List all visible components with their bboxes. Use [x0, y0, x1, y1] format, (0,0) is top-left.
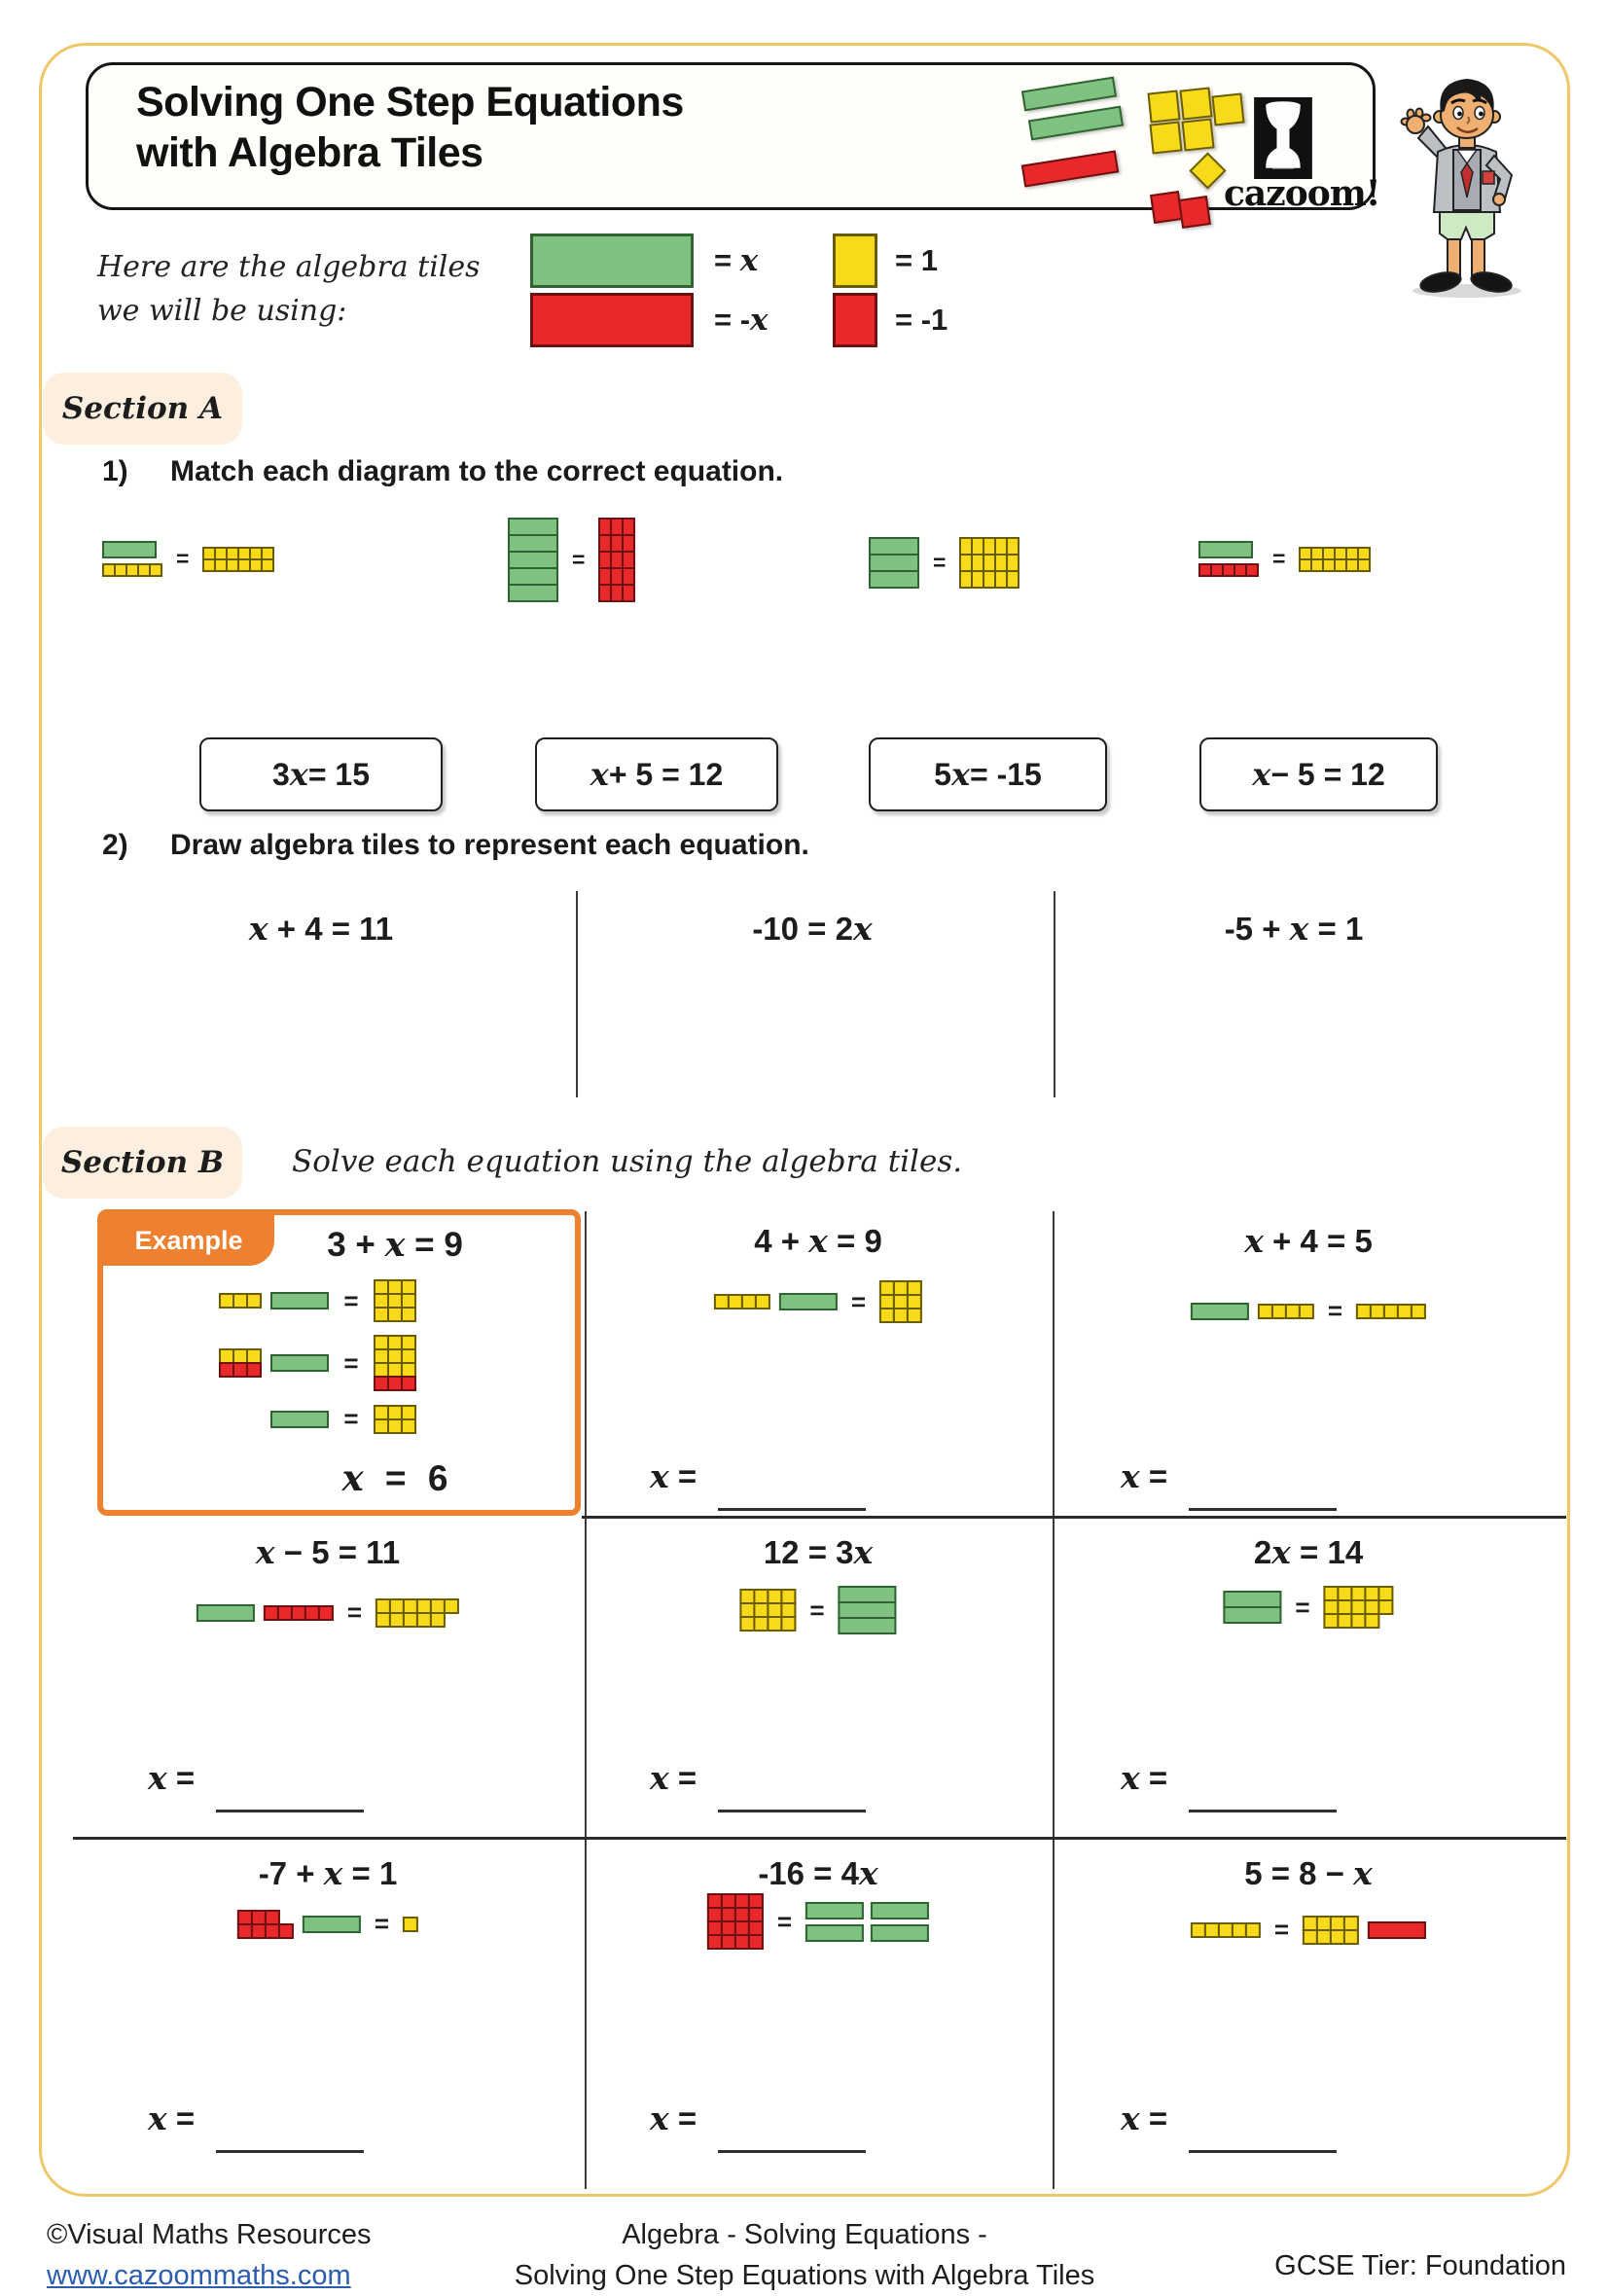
- example-step-3: [126, 1404, 554, 1434]
- q1-text: Match each diagram to the correct equation.: [170, 455, 784, 487]
- red-unit-grid: [707, 1893, 764, 1950]
- tiles-left-side: [739, 1589, 796, 1632]
- equals-sign: =: [343, 1404, 359, 1433]
- yellow-unit-tile: [401, 1418, 416, 1434]
- unit-grid: [1324, 1586, 1394, 1629]
- yellow-unit-grid: [1299, 547, 1371, 572]
- green-bar-tile: [805, 1902, 864, 1919]
- answer-prefix: x =: [148, 1759, 196, 1797]
- yellow-unit-tile: [430, 1612, 446, 1628]
- footer-center: [515, 2214, 1094, 2296]
- math-x: x: [289, 756, 308, 793]
- example-steps: [126, 1279, 554, 1434]
- legend-yellow-square: [833, 233, 877, 288]
- answer-row-3: [650, 2099, 866, 2137]
- tiles-left-side: [1223, 1591, 1281, 1624]
- grid-row: [1324, 1613, 1394, 1629]
- equals-sign: =: [1327, 1296, 1343, 1325]
- cazoom-logo-text: cazoom!: [1224, 173, 1380, 214]
- yellow-unit-grid: [739, 1589, 796, 1632]
- green-bar-tile: [1223, 1606, 1281, 1624]
- yellow-unit-tile: [1365, 1613, 1380, 1629]
- cell-equation-6: -7 + x = 1: [258, 1854, 398, 1892]
- match-diagram-1: [102, 541, 274, 577]
- draw-equation-3: -5 + x = 1: [1224, 910, 1364, 948]
- example-answer: x = 6: [341, 1456, 448, 1499]
- q2-text: Draw algebra tiles to represent each equation.: [170, 829, 809, 861]
- equals-sign: =: [572, 547, 586, 572]
- math-x: x: [1121, 2099, 1140, 2137]
- unit-grid: [375, 1598, 459, 1628]
- math-x: x: [323, 1854, 343, 1892]
- answer-prefix: x =: [650, 2099, 697, 2137]
- section-b-badge: Section B: [43, 1127, 242, 1199]
- intro-line2: we will be using:: [97, 294, 347, 328]
- footer-center-line1: Algebra - Solving Equations -: [622, 2219, 987, 2250]
- tiles-left-side: [508, 518, 558, 602]
- tiles-left-side: [1198, 541, 1259, 577]
- legend-red-bar-label: = -x: [714, 303, 769, 338]
- legend-green-bar: [530, 233, 694, 288]
- grid-row: [374, 1376, 416, 1391]
- green-bar-tile: [102, 541, 157, 558]
- math-x: x: [248, 910, 268, 948]
- answer-row-2: [1121, 1759, 1337, 1797]
- red-bar-tile: [1368, 1921, 1426, 1939]
- tiles-right-side: [202, 547, 274, 572]
- tiles-right-side: [1324, 1586, 1394, 1629]
- decor-red-square-2: [1178, 196, 1211, 229]
- cell-equation-8: 5 = 8 − x: [1244, 1854, 1373, 1892]
- yellow-unit-row: [1191, 1922, 1261, 1938]
- cell-tiles-5: [1223, 1586, 1393, 1629]
- q2-number: 2): [102, 829, 128, 861]
- math-x: x: [1252, 756, 1271, 793]
- math-x: x: [148, 1759, 167, 1797]
- cell-equation-7: -16 = 4x: [758, 1854, 878, 1892]
- yellow-unit-tile: [907, 1308, 922, 1323]
- yellow-unit-row: [219, 1293, 262, 1309]
- cell-tiles-4: [739, 1586, 896, 1634]
- decor-yellow-square-5: [1181, 118, 1214, 151]
- answer-blank: [1189, 2150, 1337, 2153]
- green-bar-tile: [303, 1916, 361, 1933]
- tiles-right-side: [375, 1598, 459, 1628]
- equals-sign: =: [343, 1285, 359, 1315]
- answer-prefix: x =: [148, 2099, 196, 2137]
- yellow-unit-tile: [401, 1307, 416, 1322]
- draw-equation-1: x + 4 = 11: [248, 910, 394, 948]
- match-diagram-3: [869, 537, 1019, 589]
- grid-row: [1299, 558, 1371, 572]
- cell-tiles-8: [1191, 1915, 1426, 1945]
- tiles-right-side: [1299, 547, 1371, 572]
- page-title-line1: Solving One Step Equations: [136, 79, 684, 126]
- answer-prefix: x =: [1121, 1759, 1168, 1797]
- math-x: x: [1121, 1457, 1140, 1495]
- decor-yellow-square-2: [1179, 87, 1212, 120]
- math-x: x: [853, 1533, 874, 1571]
- footer-copyright: ©Visual Maths Resources: [47, 2219, 372, 2250]
- equals-sign: =: [1272, 546, 1286, 571]
- tiles-right-side: [598, 518, 635, 602]
- red-unit-tile: [246, 1362, 262, 1378]
- red-unit-tile: [278, 1923, 294, 1939]
- equation-card-2: x + 5 = 12: [535, 737, 778, 811]
- green-bar-stack: [869, 537, 919, 589]
- math-x: x: [590, 756, 609, 793]
- answer-blank: [216, 2150, 364, 2153]
- intro-line1: Here are the algebra tiles: [97, 250, 481, 284]
- q2-column-divider-1: [576, 891, 578, 1097]
- yellow-unit-tile: [261, 558, 274, 572]
- yellow-unit-tile: [246, 1293, 262, 1309]
- answer-blank: [1189, 1810, 1337, 1812]
- answer-prefix: x =: [650, 1457, 697, 1495]
- yellow-unit-tile: [780, 1616, 796, 1632]
- answer-row-1: [1121, 1457, 1337, 1495]
- answer-blank: [718, 1810, 866, 1812]
- math-x: x: [950, 756, 971, 793]
- page-title: [136, 78, 684, 178]
- math-x: x: [1289, 910, 1309, 948]
- grid-row: [237, 1923, 294, 1939]
- tiles-right-side: [959, 537, 1019, 589]
- grid-row: [879, 1308, 922, 1323]
- green-bar-tile: [871, 1924, 929, 1942]
- answer-blank: [1189, 1508, 1337, 1511]
- math-x: x: [650, 1457, 669, 1495]
- tiles-right-side: [805, 1902, 929, 1942]
- answer-prefix: x =: [1121, 2099, 1168, 2137]
- math-x: x: [739, 243, 759, 278]
- equals-sign: =: [933, 550, 947, 575]
- cell-tiles-1: [714, 1280, 922, 1323]
- tiles-left-side: [1191, 1303, 1314, 1320]
- yellow-unit-row: [1356, 1304, 1426, 1319]
- grid-row: [959, 570, 1019, 589]
- legend-red-square-label: = -1: [895, 303, 948, 337]
- math-x: x: [852, 910, 873, 948]
- cell-equation-3: x − 5 = 11: [255, 1533, 401, 1571]
- answer-row-3: [1121, 2099, 1337, 2137]
- page-title-line2: with Algebra Tiles: [136, 128, 483, 176]
- cell-tiles-2: [1191, 1296, 1426, 1326]
- grid-row: [1303, 1929, 1359, 1945]
- math-x: x: [384, 1225, 406, 1265]
- yellow-unit-row: [714, 1294, 770, 1309]
- answer-row-1: [650, 1457, 866, 1495]
- section-b-instruction: Solve each equation using the algebra tiles.: [292, 1144, 963, 1179]
- equation-card-3: 5 x = -15: [869, 737, 1107, 811]
- green-bar-tile: [270, 1354, 329, 1372]
- match-diagram-2: [508, 518, 635, 602]
- tiles-right-side: [374, 1335, 554, 1391]
- equals-sign: =: [374, 1909, 390, 1938]
- cell-tiles-6: [237, 1909, 418, 1939]
- red-unit-tile: [401, 1376, 416, 1391]
- red-unit-tile: [318, 1605, 334, 1621]
- tiles-left-side: [707, 1893, 764, 1950]
- green-bar-tile: [270, 1292, 329, 1309]
- green-bar-tile: [270, 1411, 329, 1428]
- tiles-left-side: [714, 1293, 838, 1310]
- math-x: x: [1271, 1533, 1291, 1571]
- legend-yellow-label: = 1: [895, 243, 938, 277]
- tiles-left-side: [197, 1604, 334, 1622]
- yellow-unit-grid: [879, 1280, 922, 1323]
- math-x: x: [750, 303, 769, 338]
- grid-row: [739, 1616, 796, 1632]
- yellow-unit-grid: [202, 547, 274, 572]
- example-box: [97, 1209, 581, 1516]
- grid-row: [598, 584, 635, 602]
- tiles-right-side: [839, 1586, 897, 1634]
- tiles-right-side: [374, 1405, 554, 1434]
- grid-row: [202, 558, 274, 572]
- green-bar-stack: [1223, 1591, 1281, 1624]
- cazoom-logo-icon: [1252, 97, 1314, 184]
- tiles-left-side: [1191, 1922, 1261, 1938]
- cell-equation-2: x + 4 = 5: [1244, 1222, 1373, 1260]
- green-bar-tile: [839, 1617, 897, 1634]
- tiles-right-side: [879, 1280, 922, 1323]
- math-x: x: [650, 1759, 669, 1797]
- math-x: x: [255, 1533, 275, 1571]
- legend-red-bar: [530, 293, 694, 347]
- green-bar-tile: [1191, 1303, 1249, 1320]
- decor-red-square-1: [1150, 191, 1183, 224]
- yellow-unit-tile: [1343, 1929, 1359, 1945]
- yellow-unit-tile: [755, 1294, 770, 1309]
- red-unit-grid: [598, 518, 635, 602]
- footer-website-link[interactable]: www.cazoommaths.com: [47, 2260, 351, 2292]
- match-diagram-4: [1198, 541, 1371, 577]
- equals-sign: =: [176, 546, 190, 571]
- tiles-left-side: [237, 1910, 361, 1939]
- example-equation: 3 + x = 9: [327, 1225, 463, 1265]
- equation-card-1: 3 x = 15: [199, 737, 443, 811]
- answer-prefix: x =: [650, 1759, 697, 1797]
- yellow-unit-tile: [1357, 558, 1371, 572]
- math-x: x: [1353, 1854, 1373, 1892]
- equals-sign: =: [346, 1597, 363, 1627]
- grid-column-divider-2: [1053, 1211, 1055, 2189]
- grid-row-divider-1: [582, 1516, 1566, 1519]
- equals-sign: =: [1273, 1915, 1290, 1944]
- boy-illustration: [1389, 66, 1543, 305]
- answer-blank: [718, 2150, 866, 2153]
- tiles-right-side: [374, 1279, 554, 1322]
- yellow-unit-tile: [1299, 1304, 1314, 1319]
- cell-equation-5: 2x = 14: [1253, 1533, 1364, 1571]
- answer-row-2: [148, 1759, 364, 1797]
- yellow-unit-row: [1258, 1304, 1314, 1319]
- yellow-unit-tile: [1245, 1922, 1261, 1938]
- example-step-2: [126, 1335, 554, 1391]
- draw-equation-2: -10 = 2x: [752, 910, 873, 948]
- equals-sign: =: [809, 1595, 825, 1625]
- green-bar-tile: [805, 1924, 864, 1942]
- footer-center-line2: Solving One Step Equations with Algebra Tiles: [514, 2260, 1095, 2292]
- green-bar-grid: [805, 1902, 929, 1942]
- cell-equation-4: 12 = 3x: [763, 1533, 874, 1571]
- yellow-unit-tile: [403, 1917, 418, 1932]
- grid-row: [374, 1307, 416, 1322]
- tiles-right-side: [1303, 1916, 1426, 1945]
- yellow-unit-tile: [149, 563, 162, 577]
- tiles-left-side: [126, 1348, 329, 1378]
- q2-column-divider-2: [1054, 891, 1055, 1097]
- equation-card-4: x − 5 = 12: [1199, 737, 1438, 811]
- grid-column-divider-1: [585, 1211, 587, 2189]
- unit-grid: [219, 1348, 262, 1378]
- math-x: x: [1121, 1759, 1140, 1797]
- unit-grid: [237, 1910, 294, 1939]
- grid-row: [219, 1362, 262, 1378]
- answer-row-2: [650, 1759, 866, 1797]
- red-unit-row: [264, 1605, 334, 1621]
- cell-tiles-3: [197, 1597, 459, 1628]
- yellow-unit-tile: [1006, 570, 1019, 589]
- footer-tier: GCSE Tier: Foundation: [1274, 2250, 1566, 2281]
- example-tab: Example: [103, 1215, 274, 1266]
- cell-tiles-7: [707, 1893, 929, 1950]
- green-bar-tile: [869, 570, 919, 589]
- decor-yellow-square-1: [1147, 90, 1180, 123]
- equals-sign: =: [776, 1906, 793, 1936]
- math-x: x: [650, 2099, 669, 2137]
- grid-row-divider-2: [73, 1837, 1566, 1840]
- green-bar-stack: [839, 1586, 897, 1634]
- yellow-unit-tile: [1411, 1304, 1426, 1319]
- red-unit-tile: [622, 584, 635, 602]
- unit-grid: [374, 1335, 416, 1391]
- cell-equation-1: 4 + x = 9: [754, 1222, 882, 1260]
- yellow-unit-row: [403, 1917, 418, 1932]
- equals-sign: =: [343, 1347, 359, 1378]
- example-step-1: [126, 1279, 554, 1322]
- yellow-unit-grid: [959, 537, 1019, 589]
- equals-sign: =: [850, 1286, 867, 1316]
- legend-red-square: [833, 293, 877, 347]
- green-bar-tile: [1198, 541, 1253, 558]
- red-unit-row: [1198, 563, 1259, 577]
- green-bar-tile: [508, 584, 558, 602]
- math-x: x: [341, 1456, 364, 1499]
- math-x: x: [808, 1222, 828, 1260]
- answer-blank: [718, 1508, 866, 1511]
- grid-row: [374, 1418, 416, 1434]
- grid-row: [375, 1612, 459, 1628]
- green-bar-tile: [871, 1902, 929, 1919]
- tiles-right-side: [403, 1917, 418, 1932]
- decor-yellow-square-4: [1149, 121, 1182, 154]
- math-x: x: [858, 1854, 878, 1892]
- tiles-left-side: [126, 1411, 329, 1428]
- section-a-badge: Section A: [43, 373, 242, 445]
- green-bar-tile: [779, 1293, 838, 1310]
- tiles-left-side: [126, 1292, 329, 1309]
- grid-row: [707, 1934, 764, 1950]
- yellow-unit-grid: [1303, 1916, 1359, 1945]
- decor-yellow-square-3: [1211, 92, 1244, 126]
- footer-left: [47, 2214, 372, 2296]
- red-unit-tile: [748, 1934, 764, 1950]
- yellow-unit-grid: [374, 1405, 416, 1434]
- green-bar-stack: [508, 518, 558, 602]
- equals-sign: =: [1295, 1592, 1310, 1622]
- answer-row-3: [148, 2099, 364, 2137]
- intro-text: [97, 245, 481, 333]
- tiles-left-side: [102, 541, 162, 577]
- math-x: x: [1244, 1222, 1264, 1260]
- tiles-left-side: [869, 537, 919, 589]
- tiles-right-side: [1356, 1304, 1426, 1319]
- answer-prefix: x =: [1121, 1457, 1168, 1495]
- yellow-unit-grid: [374, 1279, 416, 1322]
- q1-number: 1): [102, 455, 128, 487]
- yellow-unit-row: [102, 563, 162, 577]
- red-unit-tile: [1245, 563, 1259, 577]
- answer-blank: [216, 1810, 364, 1812]
- math-x: x: [148, 2099, 167, 2137]
- legend-green-label: = x: [714, 243, 759, 278]
- green-bar-tile: [197, 1604, 255, 1622]
